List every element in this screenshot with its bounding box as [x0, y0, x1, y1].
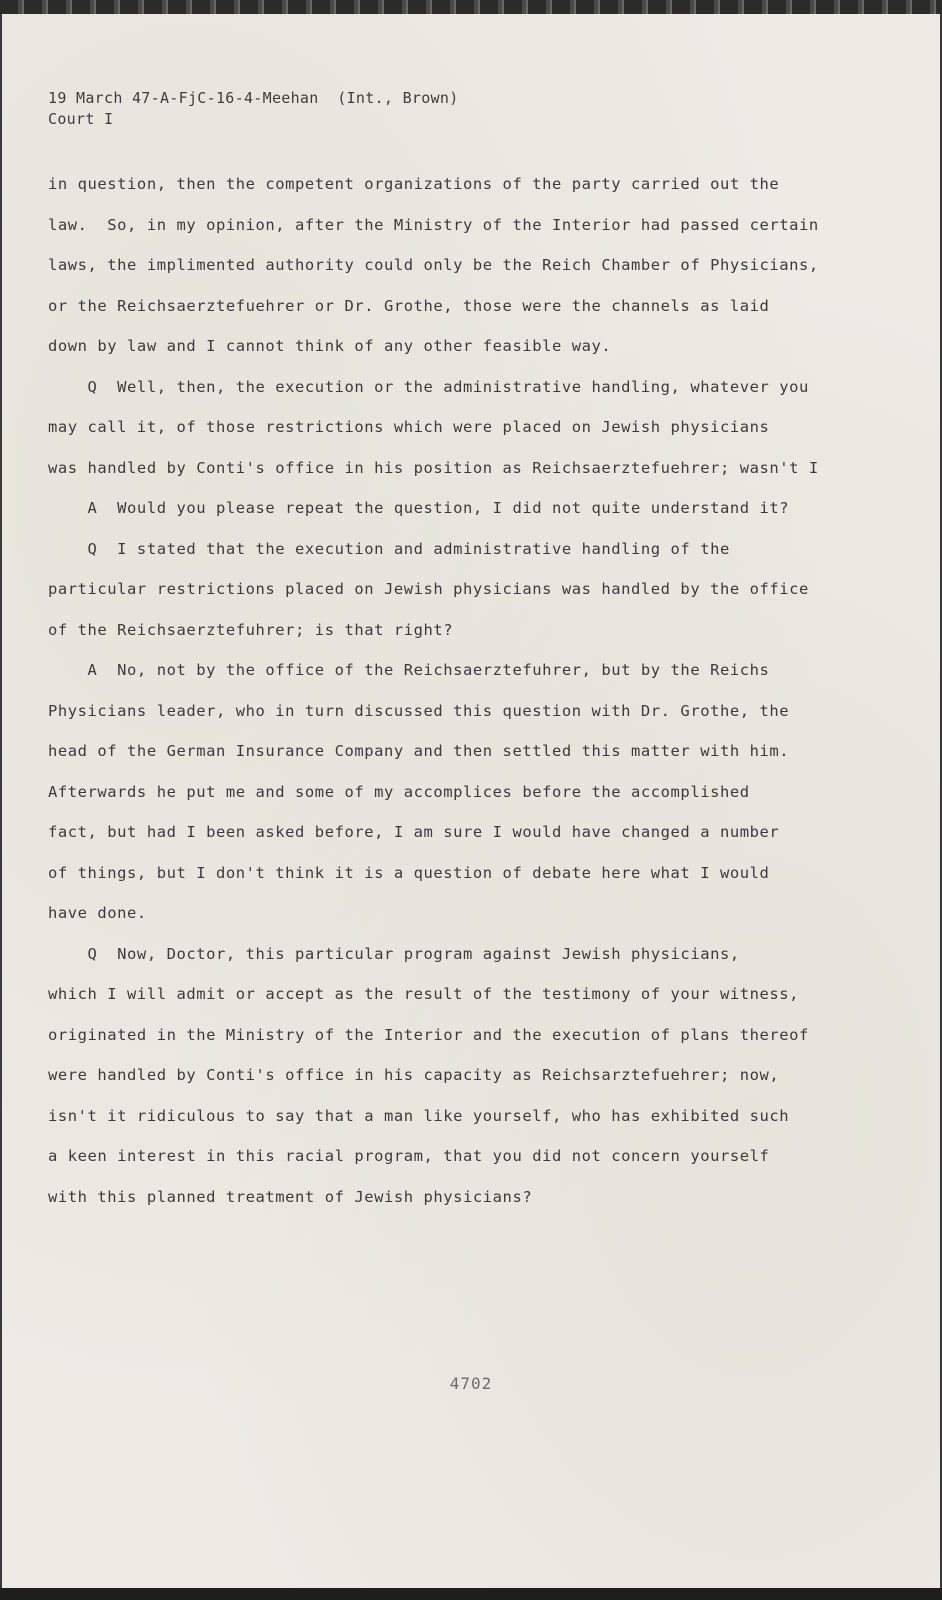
scanner-top-edge — [0, 0, 942, 14]
transcript-line: law. So, in my opinion, after the Ministry of the Interior had passed certain — [48, 215, 819, 234]
transcript-line: laws, the implimented authority could only be the Reich Chamber of Physicians, — [48, 256, 819, 274]
transcript-line: Q Now, Doctor, this particular program against Jewish physicians, — [48, 944, 740, 963]
transcript-line: A No, not by the office of the Reichsaerztefuhrer, but by the Reichs — [48, 661, 770, 679]
header-reference: 19 March 47-A-FjC-16-4-Meehan (Int., Brown) — [48, 89, 459, 107]
transcript-line: particular restrictions placed on Jewish physicians was handled by the office — [48, 580, 809, 598]
transcript-line: have done. — [48, 904, 147, 922]
transcript-line: head of the German Insurance Company and then settled this matter with him. — [48, 742, 790, 760]
document-page — [2, 14, 940, 1588]
transcript-line: Afterwards he put me and some of my accomplices before the accomplished — [48, 782, 750, 801]
document-header — [48, 88, 459, 130]
transcript-line: A Would you please repeat the question, I did not quite understand it? — [48, 499, 790, 517]
transcript-line: of things, but I don't think it is a question of debate here what I would — [48, 863, 770, 882]
transcript-line: in question, then the competent organizations of the party carried out the — [48, 175, 780, 193]
transcript-line: originated in the Ministry of the Interior and the execution of plans thereof — [48, 1025, 809, 1044]
transcript-line: fact, but had I been asked before, I am sure I would have changed a number — [48, 823, 780, 841]
page-number: 4702 — [449, 1374, 493, 1393]
transcript-line: or the Reichsaerztefuehrer or Dr. Grothe, those were the channels as laid — [48, 296, 770, 315]
header-court: Court I — [48, 110, 114, 128]
transcript-line: may call it, of those restrictions which were placed on Jewish physicians — [48, 418, 770, 436]
transcript-line: with this planned treatment of Jewish physicians? — [48, 1187, 533, 1206]
transcript-line: of the Reichsaerztefuhrer; is that right? — [48, 620, 454, 639]
transcript-line: was handled by Conti's office in his position as Reichsaerztefuehrer; wasn't I — [48, 458, 819, 477]
transcript-line: which I will admit or accept as the result of the testimony of your witness, — [48, 985, 800, 1003]
transcript-line: Physicians leader, who in turn discussed this question with Dr. Grothe, the — [48, 701, 790, 720]
transcript-line: isn't it ridiculous to say that a man like yourself, who has exhibited such — [48, 1106, 790, 1125]
transcript-line: down by law and I cannot think of any other feasible way. — [48, 337, 612, 355]
transcript-line: a keen interest in this racial program, that you did not concern yourself — [48, 1147, 770, 1165]
transcript-line: Q I stated that the execution and administrative handling of the — [48, 539, 730, 558]
transcript-line: Q Well, then, the execution or the administrative handling, whatever you — [48, 377, 809, 396]
scanner-bottom-edge — [0, 1588, 942, 1600]
transcript-line: were handled by Conti's office in his capacity as Reichsarztefuehrer; now, — [48, 1066, 780, 1084]
